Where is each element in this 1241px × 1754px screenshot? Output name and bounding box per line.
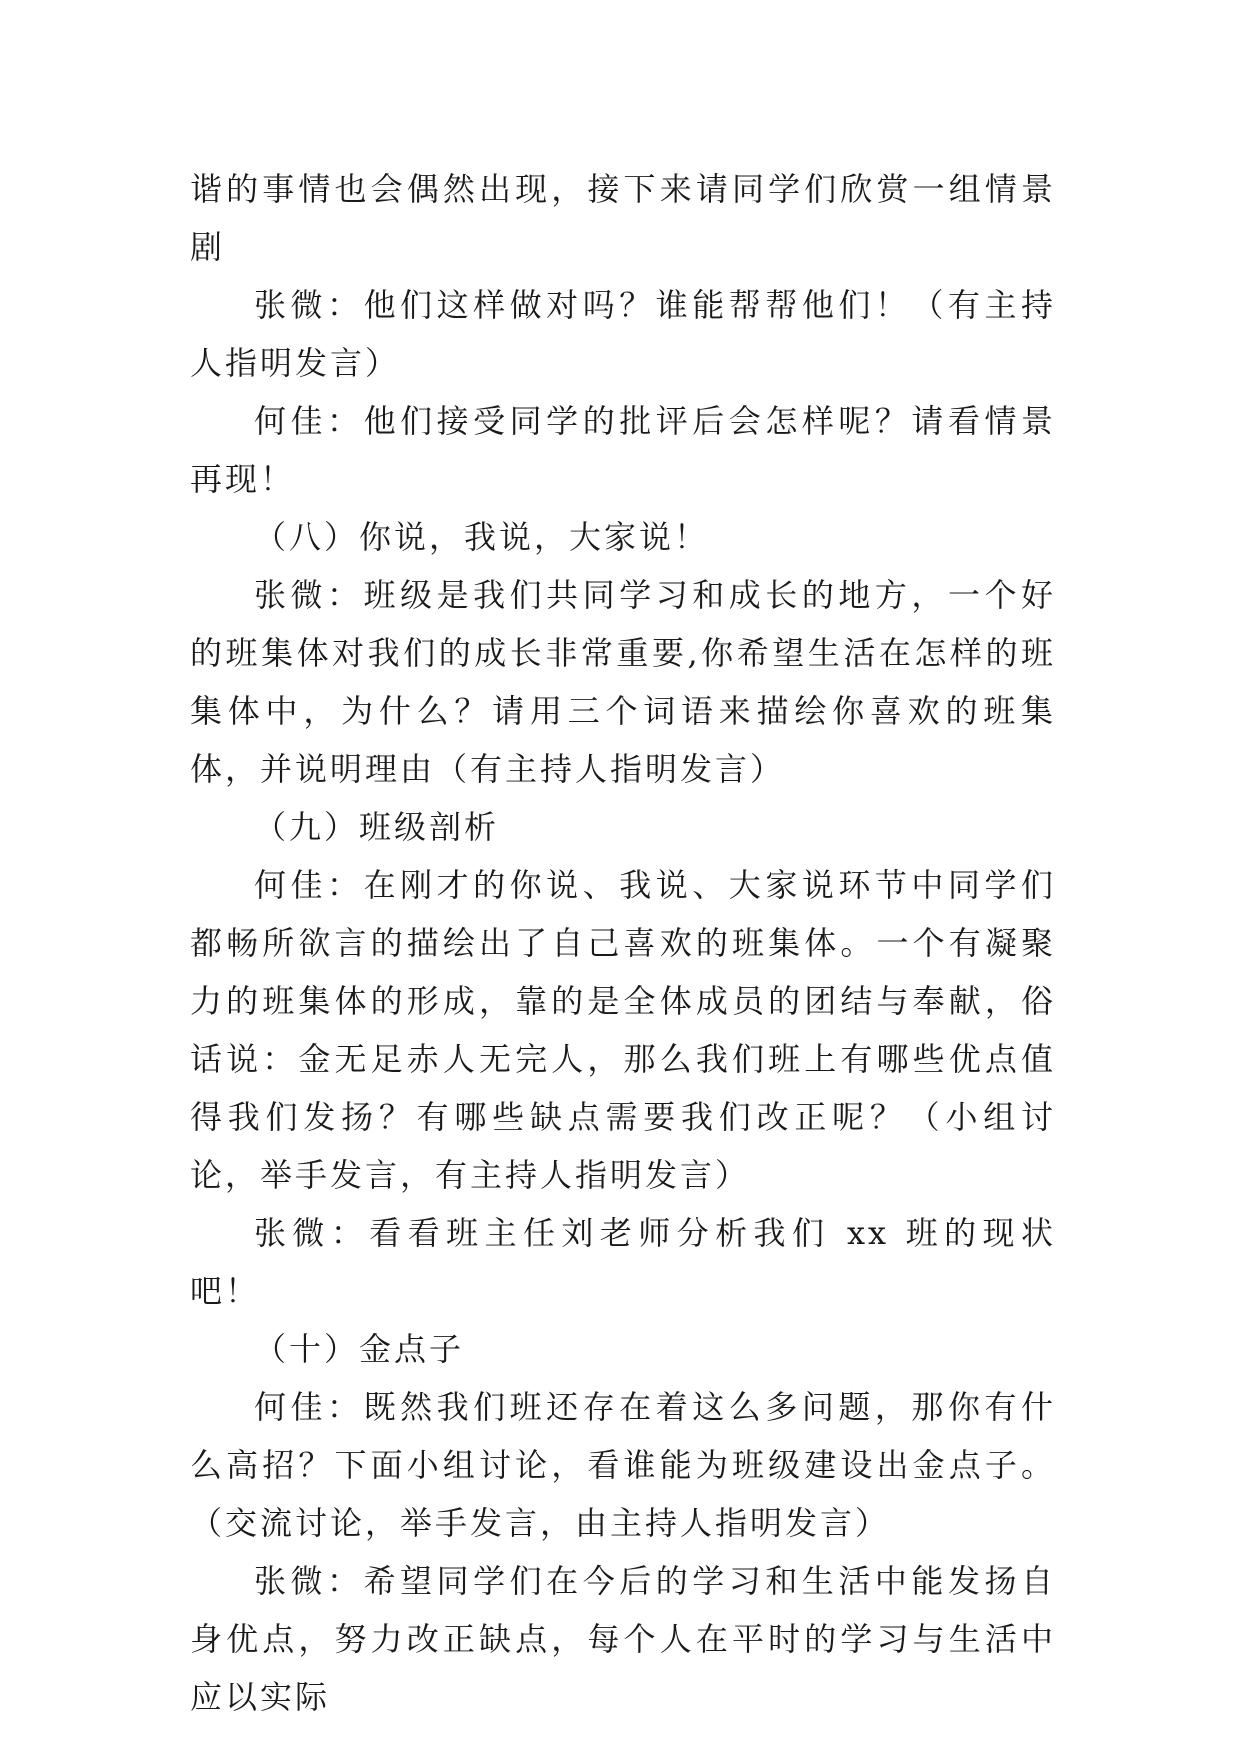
section-heading-9: （九）班级剖析 [254,808,500,846]
paragraph-hejia-analysis: 何佳：在刚才的你说、我说、大家说环节中同学们都畅所欲言的描绘出了自己喜欢的班集体。一个有凝聚力的班集体的形成，靠的是全体成员的团结与奉献，俗话说：金无足赤人无完人，那么我们班上有哪些优点值得我们发扬？有哪些缺点需要我们改正呢？（小组讨论，举手发言，有主持人指明发言） [190,866,1056,1194]
section-heading-10: （十）金点子 [254,1330,465,1368]
paragraph-zhangwei-question: 张微：他们这样做对吗？谁能帮帮他们！（有主持人指明发言） [190,286,1056,382]
paragraph-hejia-ideas: 何佳：既然我们班还存在着这么多问题，那你有什么高招？下面小组讨论，看谁能为班级建设出金点子。（交流讨论，举手发言，由主持人指明发言） [190,1388,1056,1542]
paragraph-hejia-scene: 何佳：他们接受同学的批评后会怎样呢？请看情景再现！ [190,402,1056,498]
paragraph-zhangwei-teacher: 张微：看看班主任刘老师分析我们 xx 班的现状吧！ [190,1214,1056,1310]
section-heading-8: （八）你说，我说，大家说！ [254,518,710,556]
paragraph-zhangwei-hope: 张微：希望同学们在今后的学习和生活中能发扬自身优点，努力改正缺点，每个人在平时的学习与生活中应以实际 [190,1562,1056,1716]
paragraph-zhangwei-class: 张微：班级是我们共同学习和成长的地方，一个好的班集体对我们的成长非常重要,你希望生活在怎样的班集体中，为什么？请用三个词语来描绘你喜欢的班集体，并说明理由（有主持人指明发言） [190,576,1056,788]
document-body [190,160,1056,1726]
paragraph-continuation: 谐的事情也会偶然出现，接下来请同学们欣赏一组情景剧 [190,170,1056,266]
